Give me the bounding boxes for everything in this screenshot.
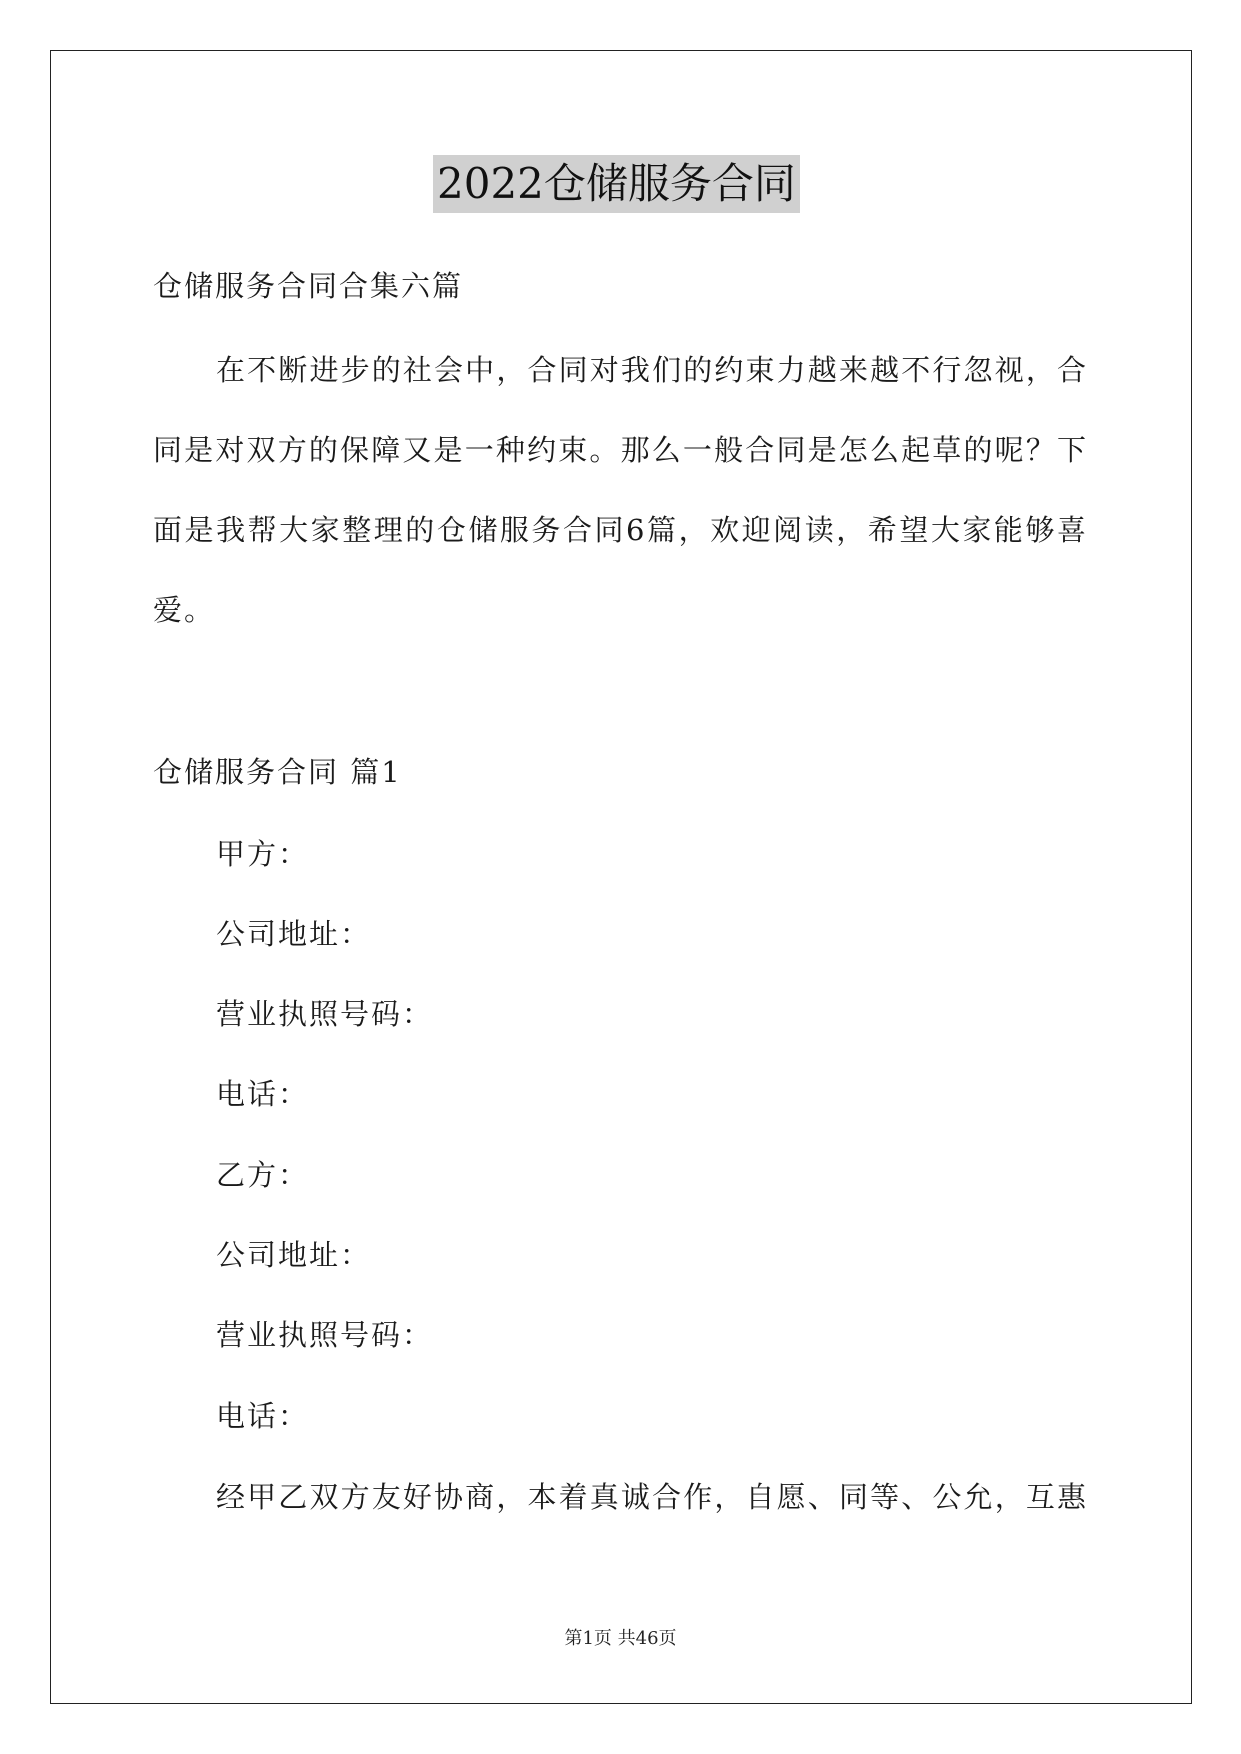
agreement-line: 经甲乙双方友好协商，本着真诚合作，自愿、同等、公允，互惠 [216, 1480, 1088, 1514]
party-a-phone: 电话： [216, 1077, 310, 1111]
party-b-address: 公司地址： [216, 1238, 372, 1272]
page-footer: 第1页 共46页 [564, 1628, 677, 1649]
document-subtitle: 仓储服务合同合集六篇 [153, 269, 464, 303]
intro-line-2: 同是对双方的保障又是一种约束。那么一般合同是怎么起草的呢？下 [153, 433, 1088, 467]
party-a-label: 甲方： [216, 837, 310, 871]
party-a-address: 公司地址： [216, 917, 372, 951]
party-b-label: 乙方： [216, 1158, 310, 1192]
party-b-phone: 电话： [216, 1399, 310, 1433]
document-title: 2022仓储服务合同 [433, 155, 800, 213]
party-a-license: 营业执照号码： [216, 997, 434, 1031]
intro-line-4: 爱。 [153, 593, 216, 627]
intro-line-3: 面是我帮大家整理的仓储服务合同6篇，欢迎阅读，希望大家能够喜 [153, 513, 1088, 547]
intro-line-1: 在不断进步的社会中，合同对我们的约束力越来越不行忽视，合 [216, 353, 1088, 387]
party-b-license: 营业执照号码： [216, 1318, 434, 1352]
section-heading: 仓储服务合同 篇1 [153, 755, 402, 789]
